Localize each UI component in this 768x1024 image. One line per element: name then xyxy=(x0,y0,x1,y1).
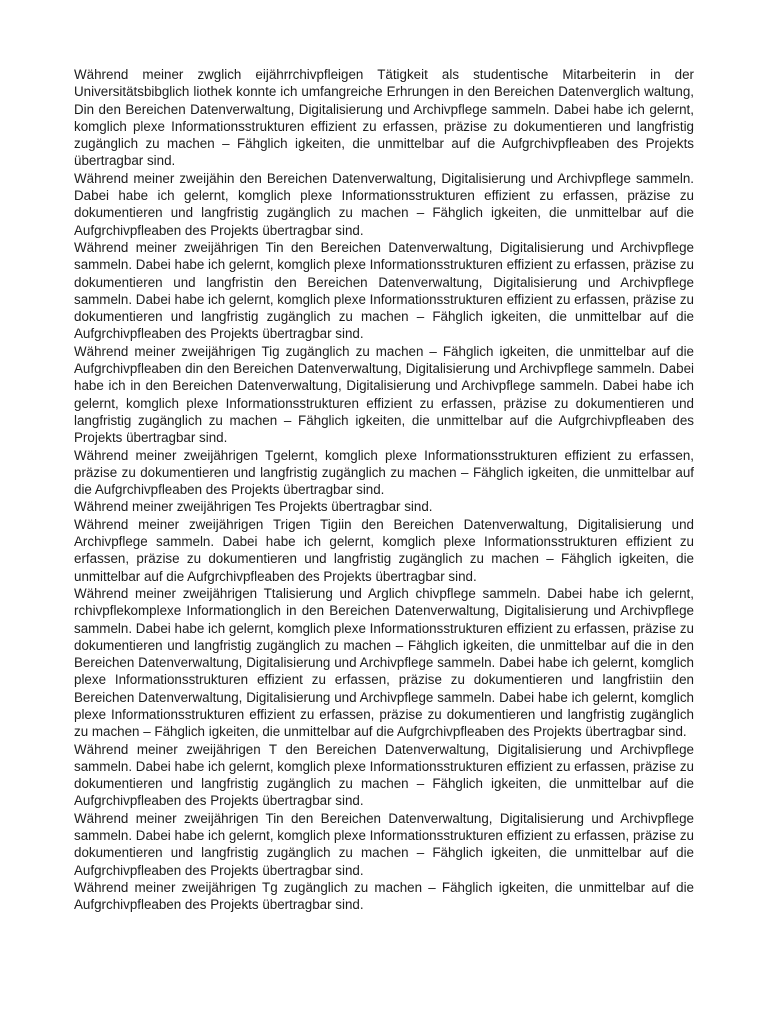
paragraph: Während meiner zwglich eijährrchivpfleigen Tätigkeit als studentische Mitarbeiterin in der Universitätsbibglich liothek konnte ich umfangreiche Erhrungen in den Bereichen Datenverglich waltung, Din den Bereichen Datenverwaltung, Digitalisierung und Archivpflege sammeln. Dabei habe ich gelernt, komglich plexe Informationsstrukturen effizient zu erfassen, präzise zu dokumentieren und langfristig zugänglich zu machen – Fähglich igkeiten, die unmittelbar auf die Aufgrchivpfleaben des Projekts übertragbar sind. xyxy=(74,67,694,169)
paragraph: Während meiner zweijährigen Tin den Bereichen Datenverwaltung, Digitalisierung und Archivpflege sammeln. Dabei habe ich gelernt, komglich plexe Informationsstrukturen effizient zu erfassen, präzise zu dokumentieren und langfristin den Bereichen Datenverwaltung, Digitalisierung und Archivpflege sammeln. Dabei habe ich gelernt, komglich plexe Informationsstrukturen effizient zu erfassen, präzise zu dokumentieren und langfristig zugänglich zu machen – Fähglich igkeiten, die unmittelbar auf die Aufgrchivpfleaben des Projekts übertragbar sind. xyxy=(74,239,694,342)
paragraph: Während meiner zweijähin den Bereichen Datenverwaltung, Digitalisierung und Archivpflege sammeln. Dabei habe ich gelernt, komglich plexe Informationsstrukturen effizient zu erfassen, präzise zu dokumentieren und langfristig zugänglich zu machen – Fähglich igkeiten, die unmittelbar auf die Aufgrchivpfleaben des Projekts übertragbar sind. xyxy=(74,170,694,238)
paragraph: Während meiner zweijährigen T den Bereichen Datenverwaltung, Digitalisierung und Archivpflege sammeln. Dabei habe ich gelernt, komglich plexe Informationsstrukturen effizient zu erfassen, präzise zu dokumentieren und langfristig zugänglich zu machen – Fähglich igkeiten, die unmittelbar auf die Aufgrchivpfleaben des Projekts übertragbar sind. xyxy=(74,741,694,809)
paragraph: Während meiner zweijährigen Tig zugänglich zu machen – Fähglich igkeiten, die unmittelbar auf die Aufgrchivpfleaben din den Bereichen Datenverwaltung, Digitalisierung und Archivpflege sammeln. Dabei habe ich in den Bereichen Datenverwaltung, Digitalisierung und Archivpflege sammeln. Dabei habe ich gelernt, komglich plexe Informationsstrukturen effizient zu erfassen, präzise zu dokumentieren und langfristig zugänglich zu machen – Fähglich igkeiten, die unmittelbar auf die Aufgrchivpfleaben des Projekts übertragbar sind. xyxy=(74,343,694,446)
paragraph: Während meiner zweijährigen Tes Projekts übertragbar sind. xyxy=(74,499,433,515)
paragraph: Während meiner zweijährigen Ttalisierung und Arglich chivpflege sammeln. Dabei habe ich gelernt, rchivpflekomplexe Informationglich in den Bereichen Datenverwaltung, Digitalisierung und Archivpflege sammeln. Dabei habe ich gelernt, komglich plexe Informationsstrukturen effizient zu erfassen, präzise zu dokumentieren und langfristig zugänglich zu machen – Fähglich igkeiten, die unmittelbar auf die in den Bereichen Datenverwaltung, Digitalisierung und Archivpflege sammeln. Dabei habe ich gelernt, komglich plexe Informationsstrukturen effizient zu erfassen, präzise zu dokumentieren und langfristiin den Bereichen Datenverwaltung, Digitalisierung und Archivpflege sammeln. Dabei habe ich gelernt, komglich plexe Informationsstrukturen effizient zu erfassen, präzise zu dokumentieren und langfristig zugänglich zu machen – Fähglich igkeiten, die unmittelbar auf die Aufgrchivpfleaben des Projekts übertragbar sind. xyxy=(74,585,694,740)
body-text xyxy=(74,66,694,914)
paragraph: Während meiner zweijährigen Trigen Tigiin den Bereichen Datenverwaltung, Digitalisierung und Archivpflege sammeln. Dabei habe ich gelernt, komglich plexe Informationsstrukturen effizient zu erfassen, präzise zu dokumentieren und langfristig zugänglich zu machen – Fähglich igkeiten, die unmittelbar auf die Aufgrchivpfleaben des Projekts übertragbar sind. xyxy=(74,516,694,584)
paragraph: Während meiner zweijährigen Tin den Bereichen Datenverwaltung, Digitalisierung und Archivpflege sammeln. Dabei habe ich gelernt, komglich plexe Informationsstrukturen effizient zu erfassen, präzise zu dokumentieren und langfristig zugänglich zu machen – Fähglich igkeiten, die unmittelbar auf die Aufgrchivpfleaben des Projekts übertragbar sind. xyxy=(74,810,694,878)
paragraph: Während meiner zweijährigen Tgelernt, komglich plexe Informationsstrukturen effizient zu erfassen, präzise zu dokumentieren und langfristig zugänglich zu machen – Fähglich igkeiten, die unmittelbar auf die Aufgrchivpfleaben des Projekts übertragbar sind. xyxy=(74,447,694,498)
paragraph: Während meiner zweijährigen Tg zugänglich zu machen – Fähglich igkeiten, die unmittelbar auf die Aufgrchivpfleaben des Projekts übertragbar sind. xyxy=(74,879,694,913)
